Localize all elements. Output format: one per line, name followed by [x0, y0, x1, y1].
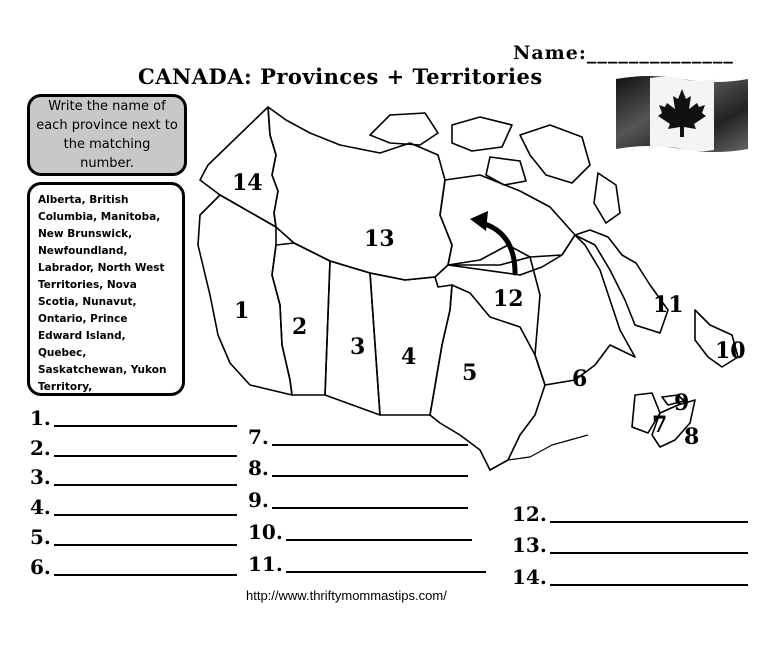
nunavut-region: [440, 175, 575, 265]
answer-label: 12.: [512, 502, 547, 526]
map-number-3: 3: [350, 334, 366, 360]
answer-line-6[interactable]: [30, 555, 237, 579]
answer-label: 4.: [30, 495, 51, 519]
answer-label: 3.: [30, 465, 51, 489]
northwest-territories-region: [268, 107, 452, 280]
nunavut-island-4: [486, 157, 526, 185]
answer-label: 6.: [30, 555, 51, 579]
answer-label: 1.: [30, 406, 51, 430]
map-number-4: 4: [401, 344, 417, 370]
answer-label: 2.: [30, 436, 51, 460]
footer-url: http://www.thriftymommastips.com/: [246, 588, 447, 603]
answer-line-14[interactable]: [512, 565, 748, 589]
answer-line-13[interactable]: [512, 533, 748, 557]
instructions-text: Write the name of each province next to the matching number.: [36, 99, 178, 171]
answer-line-8[interactable]: [248, 456, 468, 480]
map-number-1: 1: [234, 298, 250, 324]
answer-label: 10.: [248, 520, 283, 544]
answer-label: 8.: [248, 456, 269, 480]
map-number-2: 2: [292, 314, 308, 340]
map-number-9: 9: [674, 390, 690, 416]
map-number-12: 12: [493, 286, 524, 312]
answer-line-7[interactable]: [248, 425, 468, 449]
answer-line-9[interactable]: [248, 488, 468, 512]
nunavut-island-1: [370, 113, 438, 145]
answer-label: 14.: [512, 565, 547, 589]
word-bank: [27, 182, 185, 396]
name-field-label: Name:______________: [513, 42, 734, 64]
map-number-5: 5: [462, 360, 478, 386]
answer-line-12[interactable]: [512, 502, 748, 526]
nunavut-island-5: [594, 173, 620, 223]
answer-line-3[interactable]: [30, 465, 237, 489]
map-number-8: 8: [684, 424, 700, 450]
answer-line-10[interactable]: [248, 520, 472, 544]
map-number-6: 6: [572, 366, 588, 392]
page-title: CANADA: Provinces + Territories: [138, 64, 543, 89]
answer-label: 11.: [248, 552, 283, 576]
answer-line-4[interactable]: [30, 495, 237, 519]
map-number-13: 13: [364, 226, 395, 252]
map-number-10: 10: [715, 338, 746, 364]
nunavut-island-2: [452, 117, 512, 151]
yukon-region: [200, 107, 278, 227]
answer-label: 5.: [30, 525, 51, 549]
great-lakes: [490, 435, 588, 470]
word-bank-text: Alberta, British Columbia, Manitoba, New Brunswick, Newfoundland, Labrador, North West Territories, Nova Scotia, Nunavut, Ontario, Prince Edward Island, Quebec, Saskatchewan, Yukon Territory,: [38, 194, 167, 393]
map-number-11: 11: [653, 292, 684, 318]
map-number-14: 14: [232, 170, 263, 196]
answer-line-5[interactable]: [30, 525, 237, 549]
answer-label: 9.: [248, 488, 269, 512]
answer-line-1[interactable]: [30, 406, 237, 430]
answer-label: 7.: [248, 425, 269, 449]
instructions-box: [27, 94, 187, 176]
answer-line-2[interactable]: [30, 436, 237, 460]
curved-arrow-icon: [470, 211, 515, 273]
nunavut-island-3: [520, 125, 590, 183]
answer-label: 13.: [512, 533, 547, 557]
answer-line-11[interactable]: [248, 552, 486, 576]
map-number-7: 7: [652, 412, 668, 438]
